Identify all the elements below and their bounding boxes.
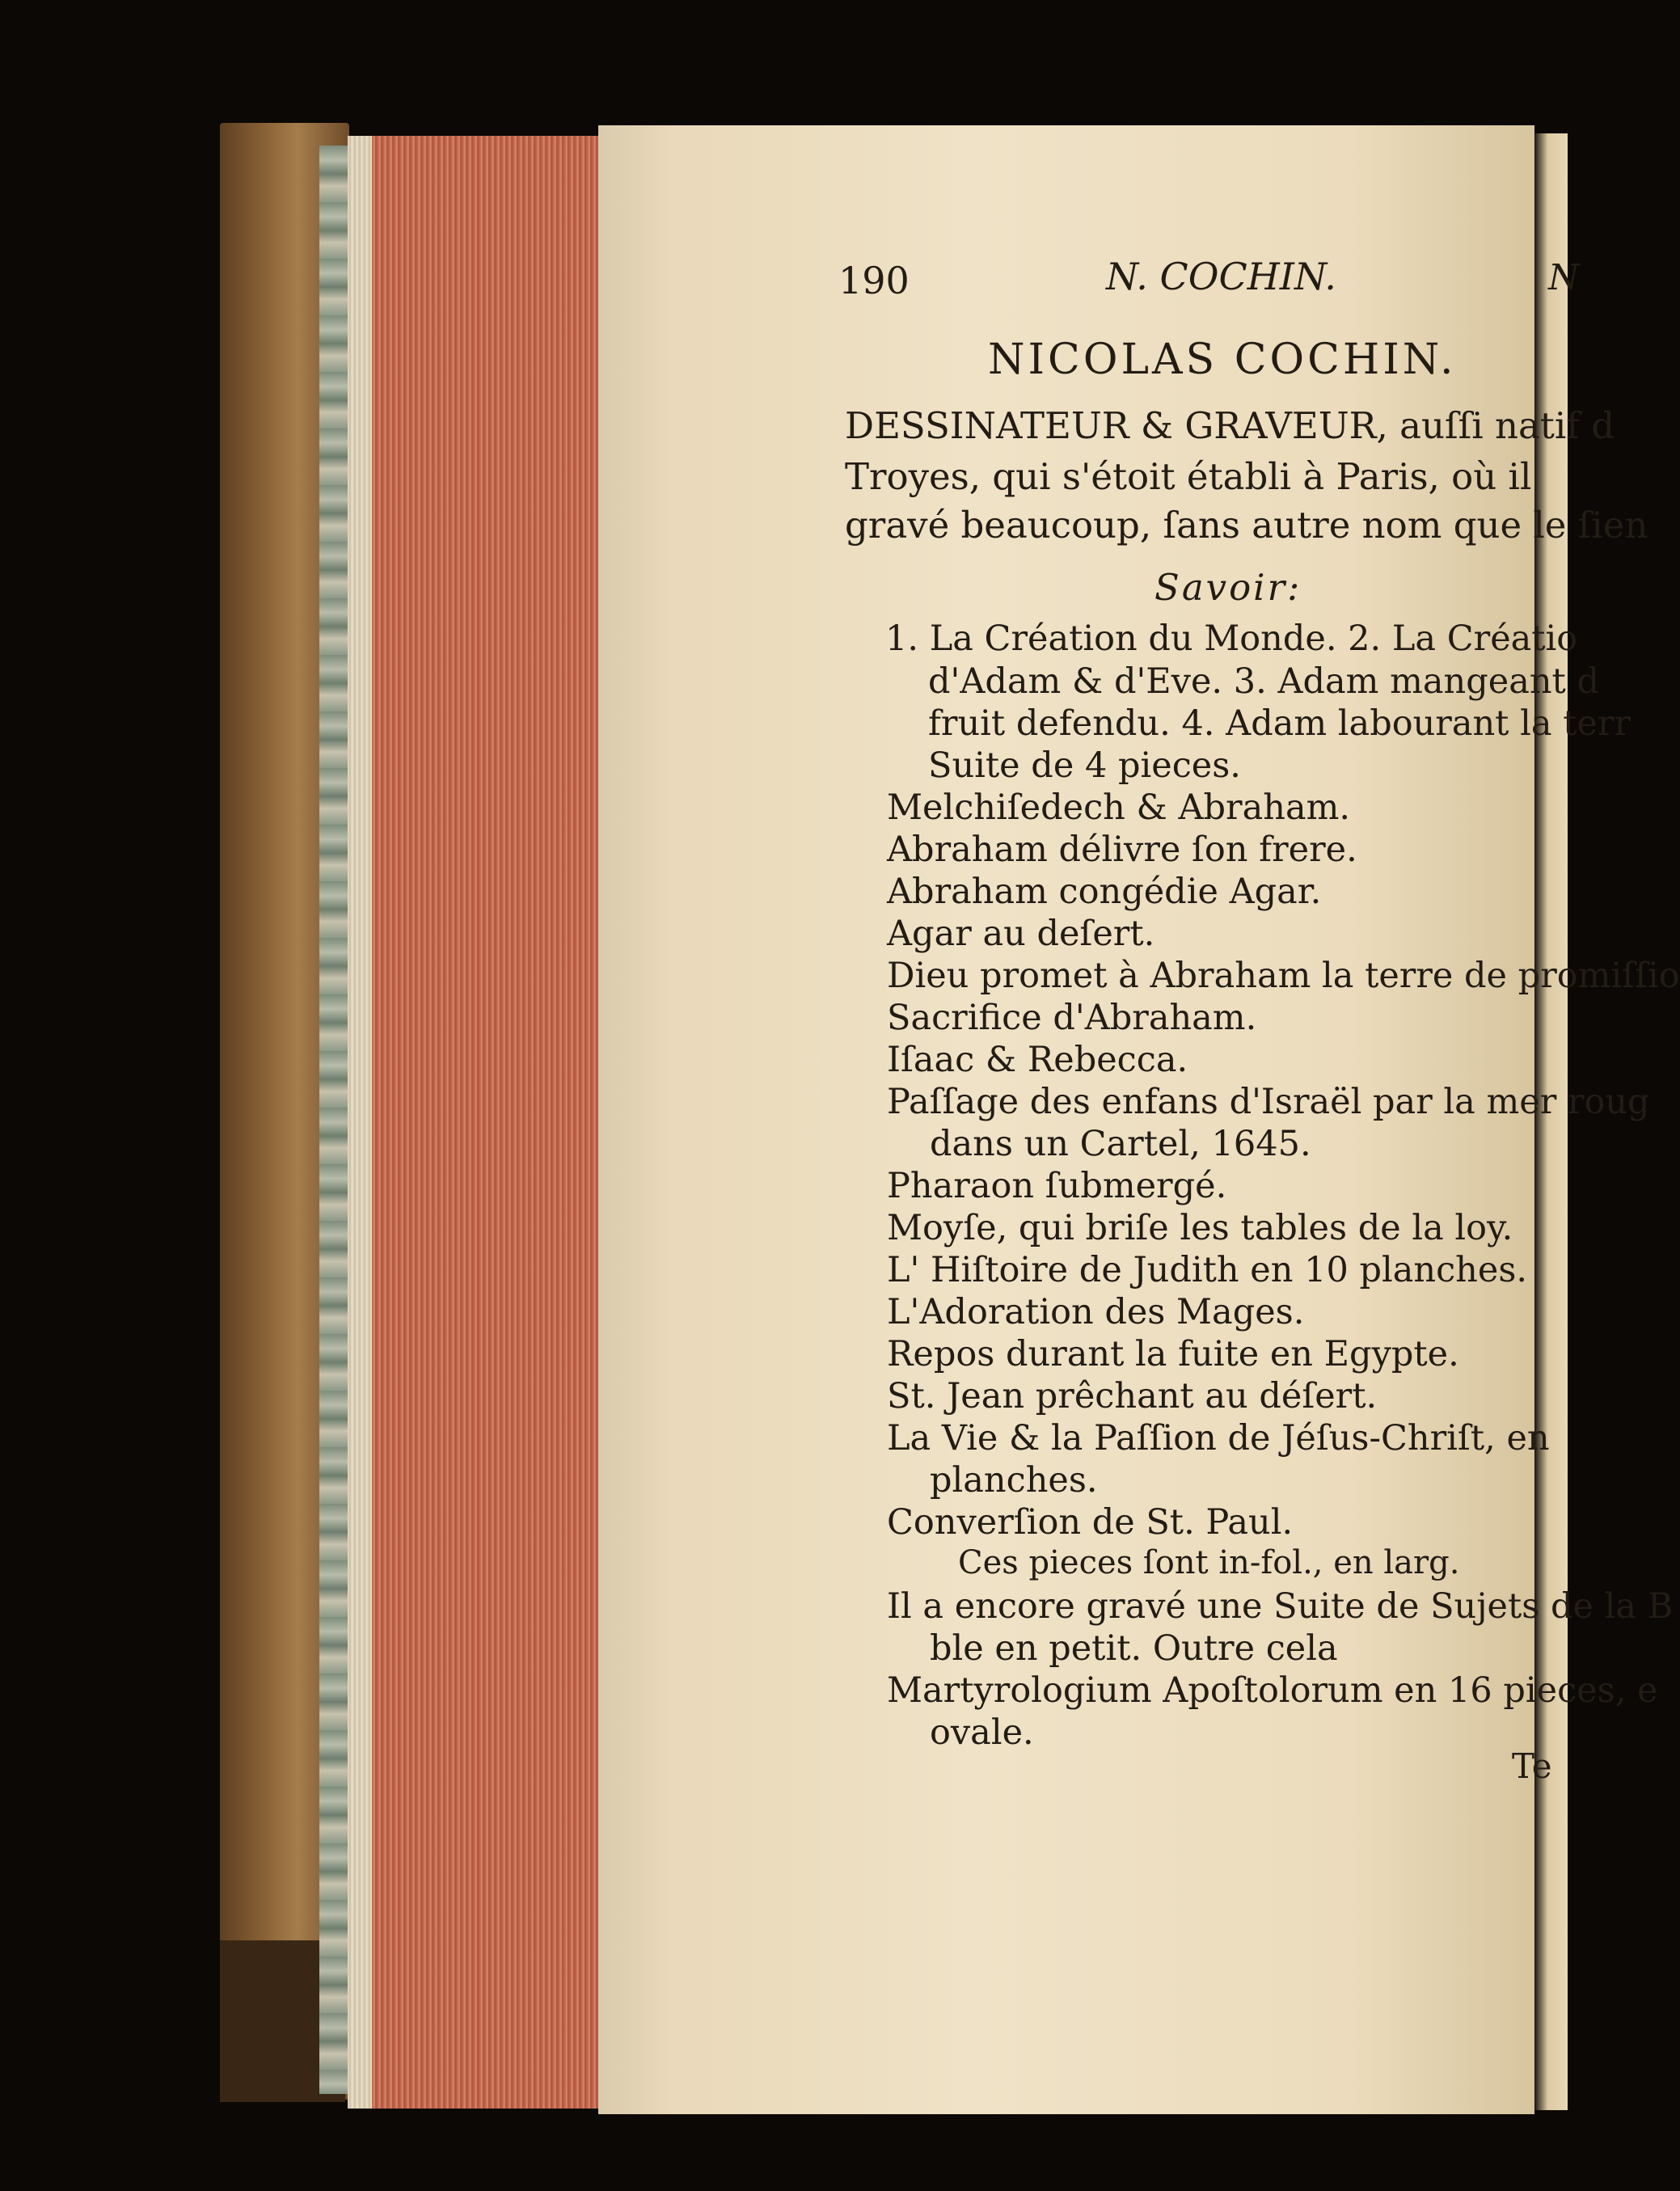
intro-line: gravé beaucoup, ſans autre nom que le ſien xyxy=(845,504,1648,547)
page-number: 190 xyxy=(838,259,910,302)
list-item: Melchiſedech & Abraham. xyxy=(887,787,1351,828)
page-block-edge xyxy=(348,136,372,2109)
list-item: Repos durant la fuite en Egypte. xyxy=(887,1334,1459,1374)
list-item: d'Adam & d'Eve. 3. Adam mangeant d xyxy=(928,661,1599,702)
list-item: Suite de 4 pieces. xyxy=(928,745,1241,786)
list-item: fruit defendu. 4. Adam labourant la terr xyxy=(928,703,1631,744)
list-item: Sacrifice d'Abraham. xyxy=(887,998,1257,1038)
facing-page-letter: N xyxy=(1548,257,1580,298)
list-item: Converſion de St. Paul. xyxy=(887,1502,1294,1543)
list-item: Dieu promet à Abraham la terre de promiſſio xyxy=(887,956,1680,996)
list-item: L' Hiſtoire de Judith en 10 planches. xyxy=(887,1250,1528,1290)
intro-line: Troyes, qui s'étoit établi à Paris, où il xyxy=(845,455,1532,498)
list-item: Iſaac & Rebecca. xyxy=(887,1040,1188,1080)
marbled-endpaper xyxy=(319,146,348,2094)
catchword: Te xyxy=(1512,1746,1552,1786)
list-item: Martyrologium Apoſtolorum en 16 pieces, e xyxy=(887,1670,1658,1711)
list-item: ble en petit. Outre cela xyxy=(930,1628,1338,1669)
running-head: N. COCHIN. xyxy=(1106,255,1336,298)
list-item: L'Adoration des Mages. xyxy=(887,1292,1305,1332)
list-item: planches. xyxy=(930,1460,1098,1501)
intro-line: DESSINATEUR & GRAVEUR, auſſi natif d xyxy=(845,404,1615,447)
list-item: Ces pieces ſont in-fol., en larg. xyxy=(958,1544,1460,1581)
list-item: La Vie & la Paſſion de Jéſus-Chriſt, en xyxy=(887,1418,1550,1459)
page-title: NICOLAS COCHIN. xyxy=(988,336,1457,384)
list-item: 1. La Création du Monde. 2. La Créatio xyxy=(885,618,1578,659)
list-item: Pharaon ſubmergé. xyxy=(887,1166,1227,1206)
list-item: Abraham délivre ſon frere. xyxy=(887,830,1357,870)
section-heading: Savoir: xyxy=(1154,566,1302,609)
list-item: St. Jean prêchant au déſert. xyxy=(887,1376,1378,1416)
list-item: Moyſe, qui briſe les tables de la loy. xyxy=(887,1208,1513,1248)
list-item: Abraham congédie Agar. xyxy=(887,872,1322,912)
red-page-edges xyxy=(348,136,598,2109)
list-item: Il a encore gravé une Suite de Sujets de la B xyxy=(887,1586,1674,1627)
list-item: dans un Cartel, 1645. xyxy=(930,1124,1311,1164)
list-item: Paſſage des enfans d'Israël par la mer roug xyxy=(887,1082,1650,1122)
list-item: Agar au deſert. xyxy=(887,914,1155,954)
list-item: ovale. xyxy=(930,1712,1034,1753)
